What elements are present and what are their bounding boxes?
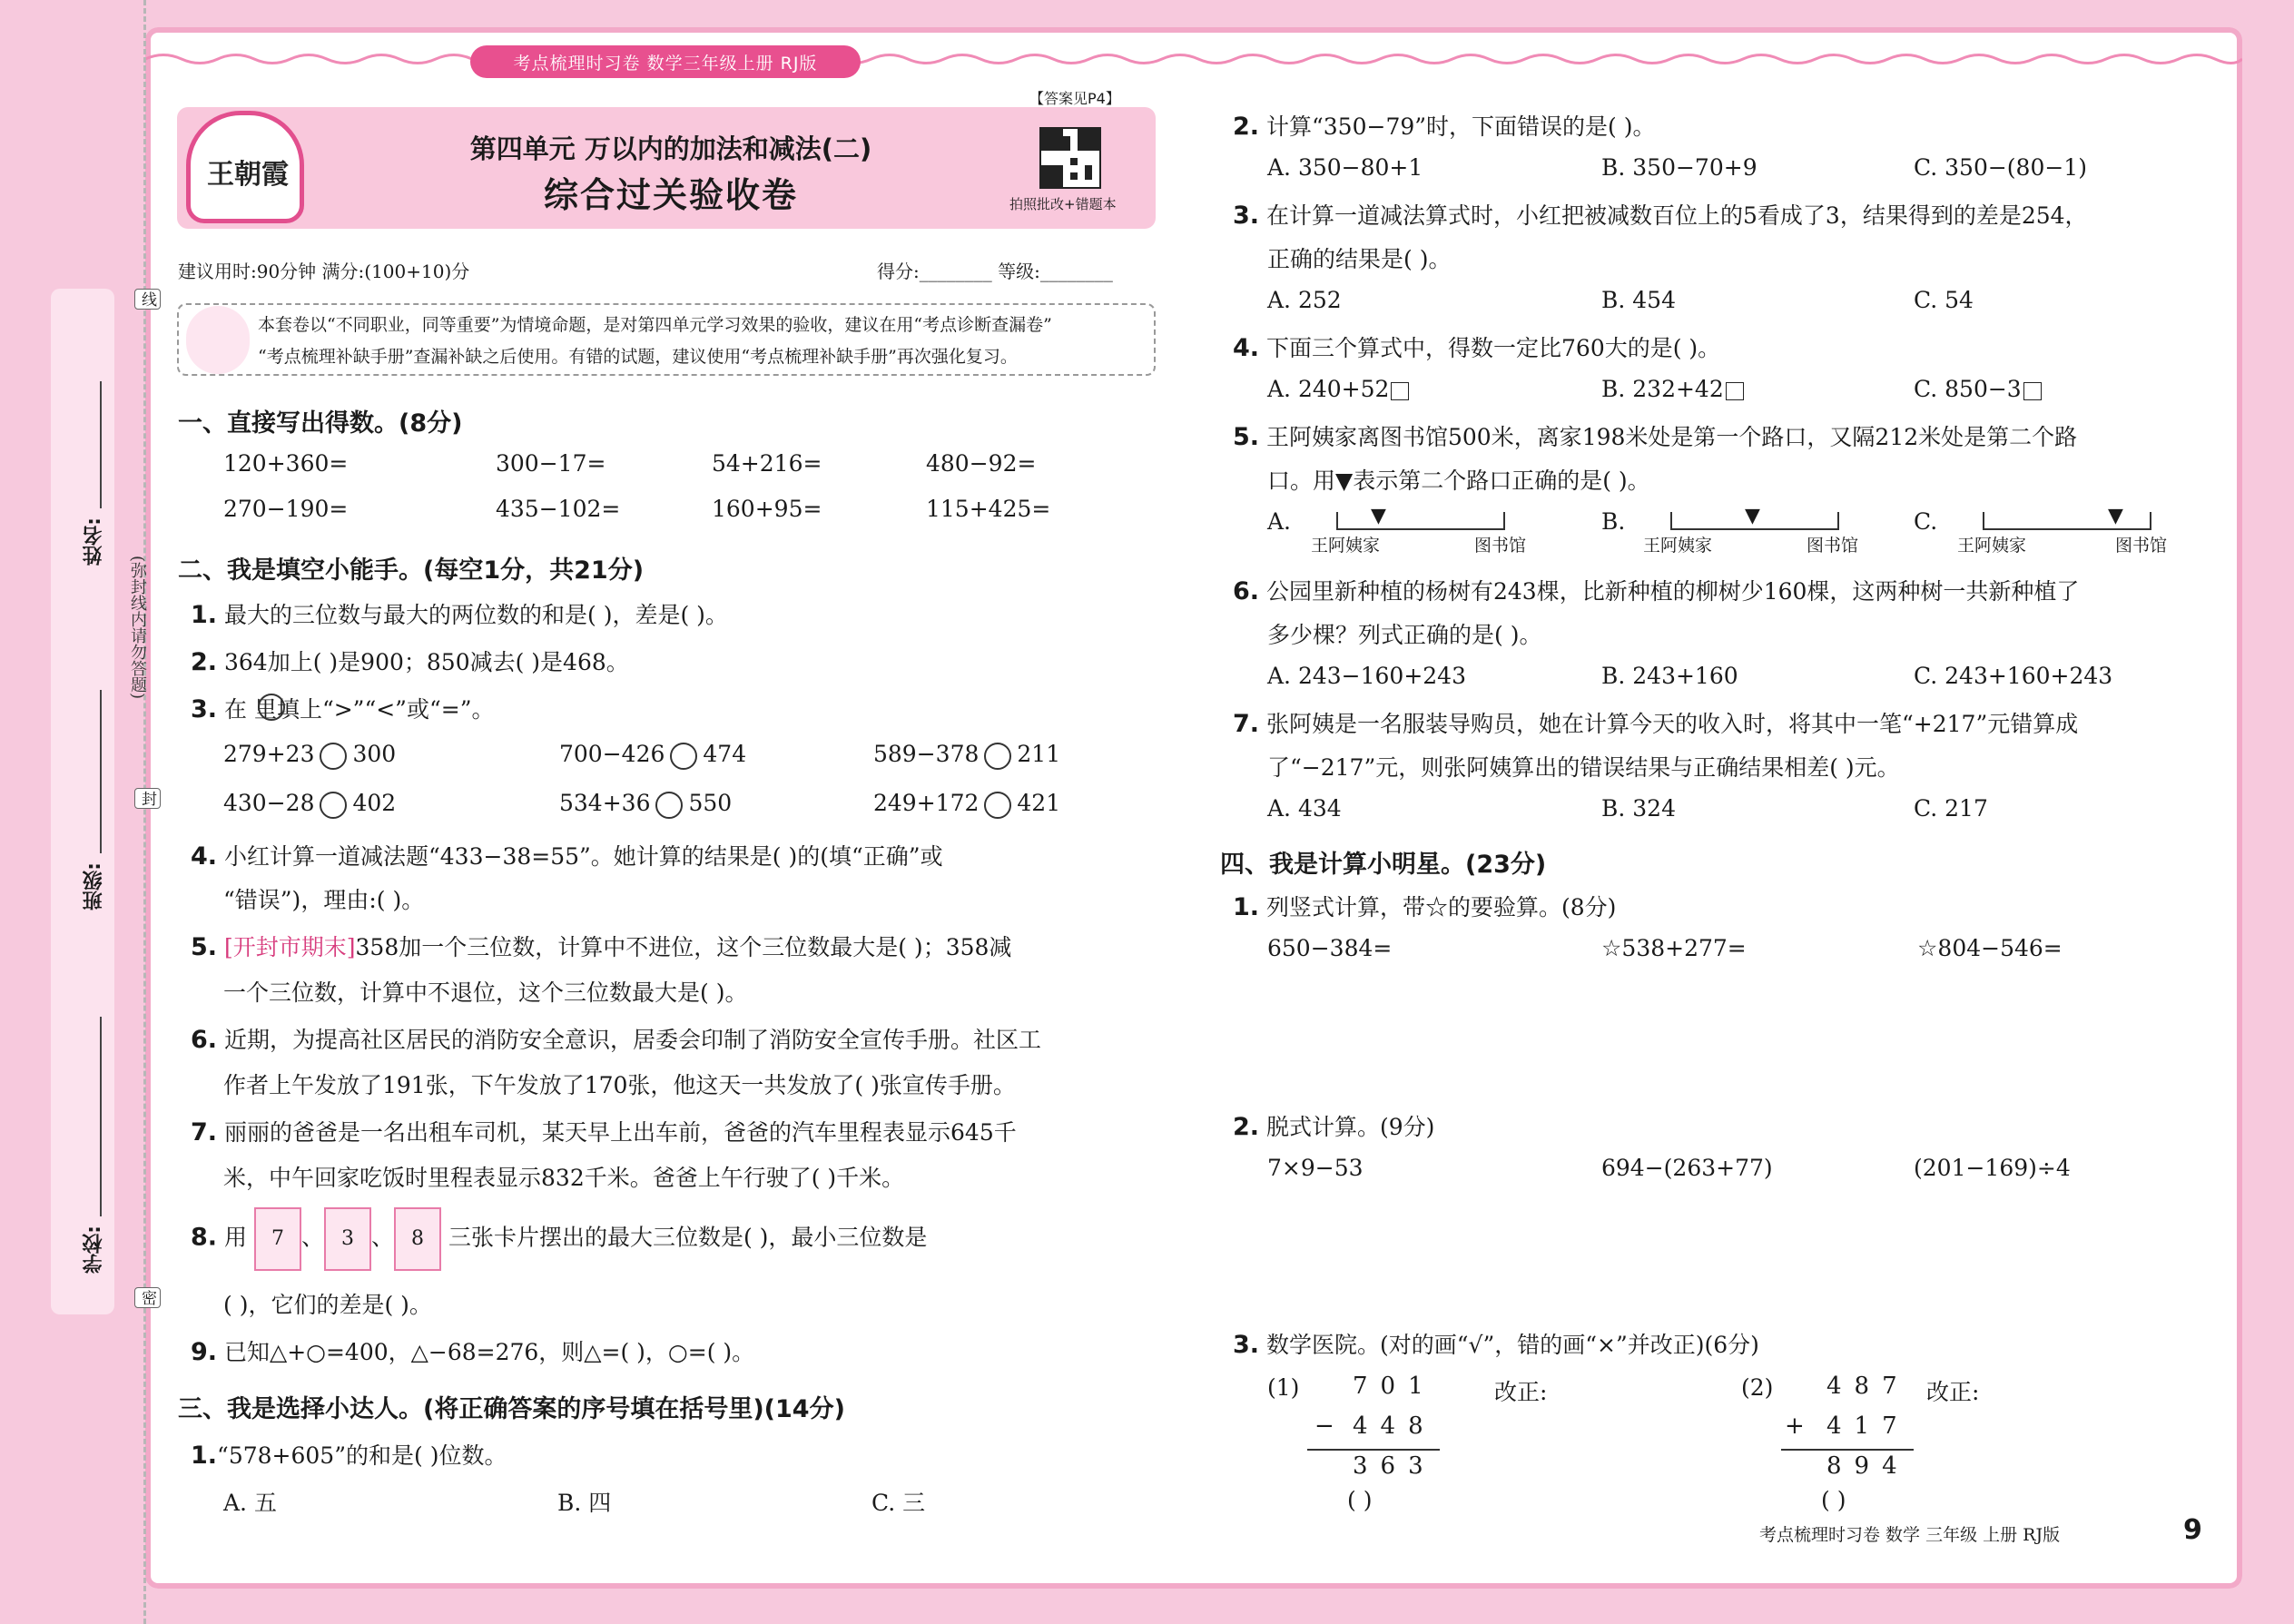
oral-item: 435−102= xyxy=(496,496,621,522)
blank-square xyxy=(1726,382,1744,400)
footer-text: 考点梳理时习卷 数学 三年级 上册 RJ版 xyxy=(1759,1525,2061,1545)
girl-avatar-icon xyxy=(186,306,250,374)
fill-q3: 在 里填上“>”“<”或“=”。 xyxy=(224,696,495,723)
choice-q7-line2[interactable]: 了“−217”元，则张阿姨算出的错误结果与正确结果相差( )元。 xyxy=(1267,754,1900,781)
school-label: 学校: xyxy=(83,1225,105,1274)
oral-item: 120+360= xyxy=(223,450,349,477)
q-number: 9. xyxy=(191,1338,218,1366)
qr-code-icon[interactable] xyxy=(1039,127,1101,189)
compare-left: 700−426 xyxy=(559,741,665,767)
vc1-result: 363 xyxy=(1353,1452,1436,1480)
oral-item: 160+95= xyxy=(712,496,822,522)
compare-right: 211 xyxy=(1017,741,1061,767)
line-tick xyxy=(1837,512,1839,530)
number-line xyxy=(1670,528,1839,530)
calc-item[interactable]: 7×9−53 xyxy=(1267,1155,1364,1181)
choice-option[interactable]: B. xyxy=(1601,508,1626,535)
choice-option[interactable]: C. 217 xyxy=(1914,795,1988,822)
qr-caption: 拍照批改+错题本 xyxy=(1009,196,1117,212)
line-tick xyxy=(2150,512,2151,530)
seal-char-xian: 线 xyxy=(134,289,161,310)
calc-item[interactable]: ☆538+277= xyxy=(1601,935,1747,961)
vc1-mid: 448 xyxy=(1353,1412,1436,1440)
fill-q7-line1: 丽丽的爸爸是一名出租车司机，某天早上出车前，爸爸的汽车里程表显示645千 xyxy=(224,1119,1017,1146)
logo-text: 王朝霞 xyxy=(207,159,289,191)
choice-option[interactable]: B. 232+42 xyxy=(1601,376,1724,402)
fill-q5-line1[interactable]: 358加一个三位数，计算中不进位，这个三位数最大是( )；358减 xyxy=(355,934,1012,960)
digit-card: 8 xyxy=(394,1207,441,1271)
line-right-label: 图书馆 xyxy=(1474,536,1527,556)
seal-char-mi: 密 xyxy=(134,1287,161,1308)
choice-option[interactable]: C. xyxy=(1914,508,1938,535)
calc-item[interactable]: (201−169)÷4 xyxy=(1914,1155,2071,1181)
calc-item[interactable]: 650−384= xyxy=(1267,935,1393,961)
q-number: 1. xyxy=(191,601,218,629)
number-line xyxy=(1983,528,2151,530)
calc-bar xyxy=(1781,1449,1914,1451)
calc-part-2: 脱式计算。(9分) xyxy=(1266,1114,1435,1140)
compare-left: 589−378 xyxy=(873,741,980,767)
choice-q3-line1: 在计算一道减法算式时，小红把被减数百位上的5看成了3，结果得到的差是254， xyxy=(1266,202,2088,229)
section-3-title: 三、我是选择小达人。(将正确答案的序号填在括号里)(14分) xyxy=(178,1395,845,1423)
blank-square xyxy=(1391,382,1409,400)
choice-option[interactable]: B. 324 xyxy=(1601,795,1676,822)
compare-left: 249+172 xyxy=(873,790,980,816)
vc2-fix-label[interactable]: 改正: xyxy=(1926,1379,1980,1405)
section-1-title: 一、直接写出得数。(8分) xyxy=(178,409,463,438)
calc-part-1: 列竖式计算，带☆的要验算。(8分) xyxy=(1266,894,1617,920)
line-right-label: 图书馆 xyxy=(1807,536,1859,556)
compare-circle[interactable] xyxy=(984,743,1011,770)
intro-line-2: “考点梳理补缺手册”查漏补缺之后使用。有错的试题，建议使用“考点梳理补缺手册”再次强化复习。 xyxy=(258,347,1018,367)
q-number: 8. xyxy=(191,1223,218,1252)
q-number: 1. xyxy=(1233,893,1260,921)
compare-circle-icon xyxy=(258,694,285,721)
line-tick xyxy=(1983,512,1984,530)
vc2-mid: 417 xyxy=(1826,1412,1910,1440)
choice-option[interactable]: A. 五 xyxy=(223,1490,277,1516)
fill-q8-line1[interactable]: 三张卡片摆出的最大三位数是( )，最小三位数是 xyxy=(448,1224,928,1251)
fill-q2[interactable]: 364加上( )是900；850减去( )是468。 xyxy=(224,649,629,675)
source-tag: [开封市期末] xyxy=(224,934,356,960)
vc1-op: − xyxy=(1314,1412,1347,1440)
compare-circle[interactable] xyxy=(320,743,347,770)
q-number: 2. xyxy=(1233,113,1260,141)
choice-option[interactable]: A. 243−160+243 xyxy=(1267,663,1466,689)
class-label: 班级: xyxy=(83,862,105,910)
choice-option[interactable]: C. 350−(80−1) xyxy=(1914,154,2087,181)
compare-right: 474 xyxy=(703,741,747,767)
time-score-info: 建议用时:90分钟 满分:(100+10)分 xyxy=(178,261,470,282)
class-line[interactable] xyxy=(100,690,102,853)
name-line[interactable] xyxy=(100,381,102,508)
choice-option[interactable]: A. 434 xyxy=(1267,795,1342,822)
q-number: 7. xyxy=(1233,710,1260,738)
choice-option[interactable]: B. 243+160 xyxy=(1601,663,1738,689)
oral-item: 54+216= xyxy=(712,450,822,477)
choice-option[interactable]: A. 240+52 xyxy=(1267,376,1390,402)
fill-q8-line2[interactable]: ( )，它们的差是( )。 xyxy=(223,1292,432,1318)
vc2-op: + xyxy=(1785,1412,1817,1440)
number-line xyxy=(1336,528,1505,530)
section-2-title: 二、我是填空小能手。(每空1分，共21分) xyxy=(178,556,645,585)
series-pill: 考点梳理时习卷 数学三年级上册 RJ版 xyxy=(470,45,861,78)
section-4-title: 四、我是计算小明星。(23分) xyxy=(1220,851,1547,879)
seal-cut-line xyxy=(143,0,146,1624)
unit-title: 第四单元 万以内的加法和减法(二) xyxy=(469,133,872,164)
choice-option[interactable]: B. 四 xyxy=(557,1490,612,1516)
fill-q7-line2[interactable]: 米，中午回家吃饭时里程表显示832千米。爸爸上午行驶了( )千米。 xyxy=(223,1165,905,1191)
fill-q6-line1: 近期，为提高社区居民的消防安全意识，居委会印制了消防安全宣传手册。社区工 xyxy=(224,1027,1042,1053)
choice-q4[interactable]: 下面三个算式中，得数一定比760大的是( )。 xyxy=(1266,335,1721,361)
line-tick xyxy=(1336,512,1338,530)
seal-note: (弥封线内请勿答题) xyxy=(128,556,147,700)
line-left-label: 王阿姨家 xyxy=(1957,536,2027,556)
answer-reference: 【答案见P4】 xyxy=(1029,90,1120,107)
decorative-wave-border xyxy=(145,51,2242,67)
q-number: 6. xyxy=(1233,577,1260,605)
school-line[interactable] xyxy=(100,1017,102,1216)
choice-q7-line1: 张阿姨是一名服装导购员，她在计算今天的收入时，将其中一笔“+217”元错算成 xyxy=(1266,711,2079,737)
paper-title: 综合过关验收卷 xyxy=(543,175,798,215)
choice-option[interactable]: C. 243+160+243 xyxy=(1914,663,2113,689)
choice-q2[interactable]: 计算“350−79”时，下面错误的是( )。 xyxy=(1266,113,1656,140)
compare-left: 430−28 xyxy=(223,790,315,816)
marker-triangle-icon: ▼ xyxy=(2108,505,2123,527)
line-left-label: 王阿姨家 xyxy=(1643,536,1713,556)
compare-circle[interactable] xyxy=(984,792,1011,819)
q-number: 5. xyxy=(191,933,218,961)
student-info-strip xyxy=(51,289,114,1314)
compare-circle[interactable] xyxy=(655,792,683,819)
choice-option[interactable]: B. 350−70+9 xyxy=(1601,154,1757,181)
choice-q3-line2[interactable]: 正确的结果是( )。 xyxy=(1267,246,1452,272)
compare-right: 421 xyxy=(1017,790,1061,816)
blank-square xyxy=(2023,382,2042,400)
choice-option[interactable]: A. 350−80+1 xyxy=(1267,154,1423,181)
choice-option[interactable]: A. 252 xyxy=(1267,287,1342,313)
intro-line-1: 本套卷以“不同职业，同等重要”为情境命题，是对第四单元学习效果的验收，建议在用“考点诊断查漏卷” xyxy=(258,315,1052,335)
fill-q1[interactable]: 最大的三位数与最大的两位数的和是( )，差是( )。 xyxy=(224,602,728,628)
q-number: 6. xyxy=(191,1026,218,1054)
q-number: 5. xyxy=(1233,423,1260,451)
compare-left: 279+23 xyxy=(223,741,315,767)
q-number: 4. xyxy=(191,842,218,871)
choice-option[interactable]: A. xyxy=(1267,508,1292,535)
q-number: 7. xyxy=(191,1118,218,1147)
name-label: 姓名: xyxy=(83,517,105,566)
choice-q5-line2[interactable]: 口。用▼表示第二个路口正确的是( )。 xyxy=(1267,468,1650,494)
vc1-check[interactable]: ( ) xyxy=(1347,1487,1373,1513)
choice-option[interactable]: C. 54 xyxy=(1914,287,1974,313)
oral-item: 270−190= xyxy=(223,496,349,522)
score-grade-fields[interactable]: 得分:________ 等级:________ xyxy=(877,261,1113,282)
line-tick xyxy=(1503,512,1505,530)
calc-item[interactable]: ☆804−546= xyxy=(1917,935,2063,961)
calc-bar xyxy=(1307,1449,1440,1451)
q-number: 3. xyxy=(191,695,218,723)
compare-circle[interactable] xyxy=(320,792,347,819)
oral-item: 480−92= xyxy=(926,450,1037,477)
choice-q5-line1: 王阿姨家离图书馆500米，离家198米处是第一个路口，又隔212米处是第二个路 xyxy=(1266,424,2078,450)
vc2-label: (2) xyxy=(1741,1374,1774,1401)
choice-option[interactable]: B. 454 xyxy=(1601,287,1676,313)
q-number: 2. xyxy=(1233,1113,1260,1141)
compare-circle[interactable] xyxy=(670,743,697,770)
q-number: 4. xyxy=(1233,334,1260,362)
compare-right: 550 xyxy=(688,790,733,816)
q-number: 1. xyxy=(191,1442,218,1470)
compare-right: 402 xyxy=(352,790,397,816)
vc2-check[interactable]: ( ) xyxy=(1821,1487,1846,1513)
vc2-top: 487 xyxy=(1826,1373,1910,1400)
choice-q1[interactable]: “578+605”的和是( )位数。 xyxy=(217,1442,507,1469)
fill-q4-line2[interactable]: “错误”)，理由:( )。 xyxy=(223,887,425,913)
marker-triangle-icon: ▼ xyxy=(1371,505,1386,527)
oral-item: 300−17= xyxy=(496,450,606,477)
compare-right: 300 xyxy=(352,741,397,767)
digit-card: 7 xyxy=(254,1207,301,1271)
q-number: 3. xyxy=(1233,202,1260,230)
vc1-top: 701 xyxy=(1353,1373,1436,1400)
line-tick xyxy=(1670,512,1672,530)
line-left-label: 王阿姨家 xyxy=(1311,536,1381,556)
oral-item: 115+425= xyxy=(926,496,1051,522)
vc1-fix-label[interactable]: 改正: xyxy=(1494,1379,1548,1405)
choice-q6-line1: 公园里新种植的杨树有243棵，比新种植的柳树少160棵，这两种树一共新种植了 xyxy=(1266,578,2080,605)
fill-q6-line2[interactable]: 作者上午发放了191张，下午发放了170张，他这天一共发放了( )张宣传手册。 xyxy=(223,1072,1016,1098)
page-number: 9 xyxy=(2183,1514,2202,1546)
calc-part-3: 数学医院。(对的画“√”，错的画“×”并改正)(6分) xyxy=(1266,1332,1759,1358)
choice-option[interactable]: C. 三 xyxy=(871,1490,926,1516)
calc-item[interactable]: 694−(263+77) xyxy=(1601,1155,1773,1181)
fill-q9[interactable]: 已知△+○=400，△−68=276，则△=( )，○=( )。 xyxy=(224,1339,755,1365)
line-right-label: 图书馆 xyxy=(2115,536,2168,556)
q-number: 2. xyxy=(191,648,218,676)
fill-q5-line2[interactable]: 一个三位数，计算中不退位，这个三位数最大是( )。 xyxy=(223,979,748,1006)
fill-q8-pre: 用 xyxy=(224,1224,248,1251)
seal-char-feng: 封 xyxy=(134,788,161,809)
fill-q4-line1[interactable]: 小红计算一道减法题“433−38=55”。她计算的结果是( )的(填“正确”或 xyxy=(224,843,943,870)
digit-card: 3 xyxy=(324,1207,371,1271)
marker-triangle-icon: ▼ xyxy=(1745,505,1760,527)
vc1-label: (1) xyxy=(1267,1374,1300,1401)
vc2-result: 894 xyxy=(1826,1452,1910,1480)
q-number: 3. xyxy=(1233,1331,1260,1359)
compare-left: 534+36 xyxy=(559,790,651,816)
choice-option[interactable]: C. 850−3 xyxy=(1914,376,2022,402)
choice-q6-line2[interactable]: 多少棵？列式正确的是( )。 xyxy=(1267,622,1542,648)
